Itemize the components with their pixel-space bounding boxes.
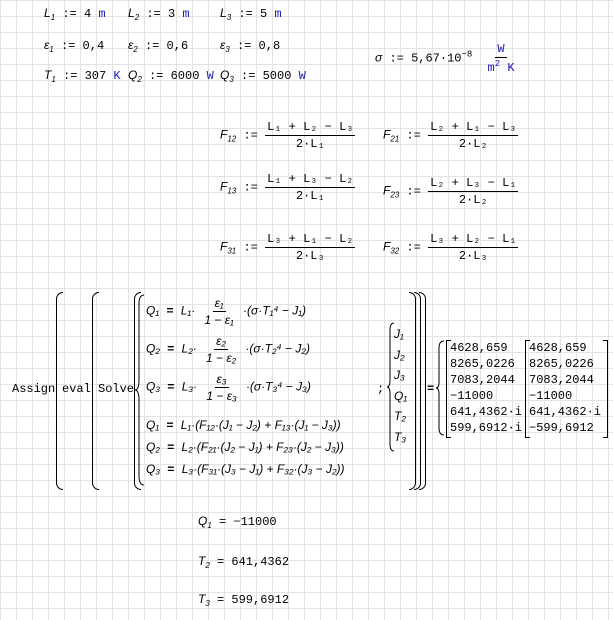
equals-sign: = <box>427 382 435 396</box>
unknown-item: J₁ <box>394 327 404 341</box>
def-F31[interactable]: $F_{31}$ := $\frac{\text{L₃ + L₁ − L₂}}{\text{2·L₃}}$ <box>220 232 354 263</box>
equation-1[interactable]: Q₁ = L₁· $\frac{\text{ε₁}}{\text{1 − ε₁}}$ ·(σ·T₁⁴ − J₁) <box>146 296 307 327</box>
equation-4[interactable]: Q₁ = L₁·(F₁₂·(J₁ − J₂) + F₁₃·(J₁ − J₃)) <box>146 418 341 433</box>
result-column-1 <box>450 340 522 436</box>
result-cell: −599,6912 <box>529 421 594 435</box>
def-Q2[interactable]: $Q_2$ := 6000 W <box>128 68 214 84</box>
equation-2[interactable]: Q₂ = L₂· $\frac{\text{ε₂}}{\text{1 − ε₂}}$ ·(σ·T₂⁴ − J₂) <box>146 334 310 365</box>
def-sigma[interactable]: σ := $5,67\cdot 10^{-8}$ $\frac{W}{m^2 K}$ <box>375 42 515 75</box>
result-T2[interactable]: $T_2 = 641,4362$ <box>198 554 290 570</box>
def-e2[interactable]: $\varepsilon_2$ := 0,6 <box>128 38 189 54</box>
result-cell: 8265,0226 <box>529 357 594 371</box>
def-L1[interactable]: $L_1$ := 4 m <box>44 6 106 22</box>
def-F13[interactable]: $F_{13}$ := $\frac{\text{L₁ + L₃ − L₂}}{\text{2·L₁}}$ <box>220 172 354 203</box>
result-cell: 8265,0226 <box>450 357 515 371</box>
equations-brace-icon <box>135 294 145 486</box>
result-cell: 7083,2044 <box>450 373 515 387</box>
result-cell: 4628,659 <box>450 341 508 355</box>
equation-3[interactable]: Q₃ = L₃· $\frac{\text{ε₃}}{\text{1 − ε₃}}$ ·(σ·T₃⁴ − J₃) <box>146 372 311 403</box>
matrix-right-bracket <box>603 340 608 438</box>
def-e3[interactable]: $\varepsilon_3$ := 0,8 <box>220 38 281 54</box>
solve-keyword: Solve <box>98 382 135 396</box>
result-T3[interactable]: $T_3 = 599,6912$ <box>198 592 290 608</box>
result-cell: 7083,2044 <box>529 373 594 387</box>
unknown-item: J₂ <box>394 347 405 362</box>
equation-6[interactable]: Q₃ = L₃·(F₃₁·(J₃ − J₁) + F₃₂·(J₃ − J₂)) <box>146 462 345 477</box>
separator: ; <box>377 382 385 396</box>
eval-keyword: eval <box>62 382 91 396</box>
equation-5[interactable]: Q₂ = L₂·(F₂₁·(J₂ − J₁) + F₂₃·(J₂ − J₃)) <box>146 440 344 455</box>
result-cell: −11000 <box>450 389 494 403</box>
def-L2[interactable]: $L_2$ := 3 m <box>128 6 190 22</box>
paren-right-outer <box>419 292 426 490</box>
def-Q3[interactable]: $Q_3$ := 5000 W <box>220 68 306 84</box>
unknown-item: Q₁ <box>394 388 408 403</box>
result-cell: 641,4362·i <box>529 405 602 419</box>
result-cell: −11000 <box>529 389 573 403</box>
unknown-item: T₂ <box>394 409 406 423</box>
unknown-item: T₃ <box>394 429 407 444</box>
sigma-unit-fraction: $\frac{W}{m^2 K}$ <box>487 42 515 75</box>
def-T1[interactable]: $T_1$ := 307 K <box>44 68 121 84</box>
def-e1[interactable]: $\varepsilon_1$ := 0,4 <box>44 38 105 54</box>
result-column-2 <box>529 340 601 436</box>
assign-keyword: Assign <box>12 382 56 396</box>
def-F23[interactable]: $F_{23}$ := $\frac{\text{L₂ + L₃ − L₁}}{\text{2·L₂}}$ <box>383 176 517 207</box>
result-Q1[interactable]: $Q_1 = -11000$ <box>198 514 277 530</box>
def-L3[interactable]: $L_3$ := 5 m <box>220 6 282 22</box>
def-F12[interactable]: $F_{12}$ := $\frac{\text{L₁ + L₂ − L₃}}{\text{2·L₁}}$ <box>220 120 354 151</box>
def-F21[interactable]: $F_{21}$ := $\frac{\text{L₂ + L₁ − L₃}}{\text{2·L₂}}$ <box>383 120 517 151</box>
result-cell: 4628,659 <box>529 341 587 355</box>
def-F32[interactable]: $F_{32}$ := $\frac{\text{L₃ + L₂ − L₁}}{\text{2·L₃}}$ <box>383 232 517 263</box>
result-brace-icon <box>436 340 445 436</box>
unknown-item: J₃ <box>394 368 405 382</box>
result-cell: 599,6912·i <box>450 421 523 435</box>
result-cell: 641,4362·i <box>450 405 523 419</box>
unknowns-list <box>394 324 407 447</box>
